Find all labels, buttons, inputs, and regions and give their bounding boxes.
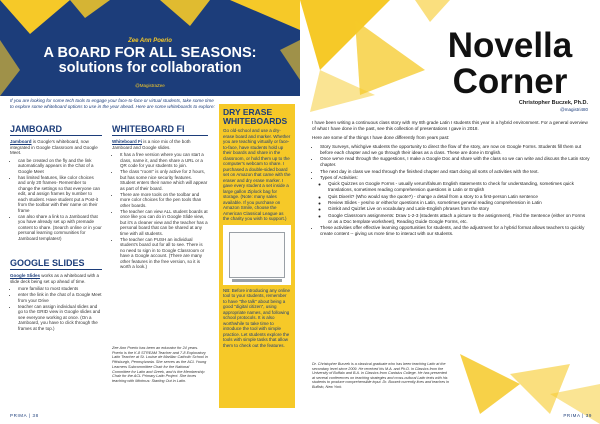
whiteboard-fi-heading: WHITEBOARD FI [112,124,208,136]
google-slides-link[interactable]: Google Slides [10,273,41,278]
twitter-handle-right[interactable]: @magistri480 [560,107,588,112]
whiteboard-image [223,225,291,285]
list-item: • It has a free version where you can start a class, name it, and then share a URL or a QR code for your students to join. [120,152,208,169]
jamboard-heading: JAMBOARD [10,124,102,136]
whiteboard-fi-link[interactable]: Whiteboard Fi [112,139,142,144]
whiteboard-fi-paragraph [112,139,208,150]
headline-line-1: A BOARD FOR ALL SEASONS: [43,45,257,61]
author-bio-left: Zee Ann Poerio has been an educator for 24 years. Poerio is the K-8 STREAM Teacher and 7-8 Exploratory Latin Teacher at St. Louise de Marillac Catholic School in Pittsburgh, Pennsylvania. She serves as the ACL Young Learners Subcommittee Chair for the National Committee for Latin and Greek, and is the Membership Chair for the ACL Primary Latin Project. She loves teaching with Minimus: Starting Out in Latin. [112,346,208,383]
column-title-line-2: Corner [452,62,568,101]
whiteboard-fi-section [112,124,208,270]
list-item: • has limited features, like color choices and only 20 frames- Remember to change the settings so that everyone can edit, and assign frames by number to each student. Have student put a Post-it from the toolbar with their name on their frame [18,175,102,214]
list-item: • can be created on the fly and the link automatically appears in the Chat of a Google Meet [18,158,102,175]
list-item: ◦ Google Classroom assignments: Draw 1-2-3 (students attach a picture to the assignment), Find the Sentence (either on Forms or as a Doc template worksheet), Reading Guide Google Forms, etc. [328,213,590,225]
novella-things-intro: Here are some of the things I have done differently from years past: [312,135,450,140]
list-item: • Story Surveys, whichgive students the opportunity to direct the flow of the story, are now on Google Forms. Students fill them out before each chapter and we go through their ideas as a class. These are done in English. [320,144,590,156]
novella-list [312,144,590,237]
whiteboard-fi-list [112,152,208,270]
list-item [320,175,590,225]
google-slides-paragraph [10,273,102,284]
jamboard-paragraph [10,139,102,156]
list-item: • The teacher can view ALL student boards at once like you can do in Google Slide view, but it's a cleaner view and the teacher has a personal board that can be shared at any time with all students. [120,209,208,237]
list-item: • The teacher can PUSH an individual student's board out for all to see. There is no need to sign in to Google Classroom or have a Google account. (There are many other features in the free version, so it is worth a look.) [120,237,208,270]
google-slides-list [10,286,102,331]
google-slides-section [10,258,102,332]
headline-line-2: solutions for collaboration [58,60,242,76]
list-item: • These activities offer effective learning opportunities for students, and the adjustment for a hybrid format allows teachers to quickly create content -- giving us more time to interact with our students. [320,225,590,237]
banner [0,0,300,96]
activities-list [320,181,590,225]
right-page [300,0,600,424]
jamboard-list [10,158,102,242]
headline [0,46,300,76]
dry-erase-heading [223,108,291,126]
author-bio-right: Dr. Christopher Buczek is a classical graduate who has been teaching Latin at the secondary level since 2009. He received his M.A. and Ph.D. in Classics from the University of Buffalo and B.A. in Classics from Canisius College. He has presented at several conferences on teaching strategies and cross-cultural Latin texts with his students to produce comprehensible input. Dr. Buczek currently lives and teaches in Buffalo, New York. [312,362,449,389]
jamboard-link[interactable]: Jamboard [10,139,32,144]
list-item: • more familiar to most students [18,286,102,292]
dry-erase-paragraph: Go old-school and use a dry-erase board and marker. Whether you are teaching virtually or face-to-face, have students hold up their boards and share in the classroom, or hold them up to the computer's webcam to share. I purchased a double-sided board set on Amazon that came with the eraser and dry erase marker. I gave every student a set inside a large gallon Ziplock bag for storage. (Note: many sales available. If you purchase on Amazon Smile, choose the American Classical League as the charity you wish to support.) [223,128,291,221]
page-folio-left: PRIMA | 38 [10,413,39,418]
novella-intro: I have been writing a continuous class story with my 8th grade Latin I students this year in a hybrid environment. For a general overview of what I have done in the past, see this collection of presentations I gave in 2018. [312,120,588,131]
whiteboard-icon [229,232,285,278]
twitter-handle[interactable]: @MagistraZee [135,83,165,88]
list-item: • Once we've read through the suggestions, I make a Google Doc and share with the class so we can write and discuss the Latin story chapter. [320,156,590,168]
list-item: • teacher can assign individual slides and go to the GRID view in Google slides and see everyone working at once. (On a Jamboard, you have to click through the frames at the top.) [18,304,102,332]
dry-erase-heading-line-1: DRY ERASE [223,107,273,117]
jamboard-paragraph-text: is Google's whiteboard, now integrated in Google Classroom and Google Meet. [10,139,98,155]
list-item: • There are more tools on the toolbar and more color choices for the pen tools than other boards. [120,192,208,209]
list-item: • can also share a link to a Jamboard that you have already set up with premade content to share. (Search online or in your personal learning communities for Jamboard templates!) [18,214,102,242]
whiteboard-tray [232,279,282,282]
novella-body [312,120,590,238]
intro-paragraph: If you are looking for some tech tools to engage your face-to-face or virtual students, take some time to explore some whiteboard options to use in the year ahead. Here are some whiteboards to explore: [10,98,215,109]
list-item: ◦ Gimkit and Quizlet Live on vocabulary and Latin-English phrases from the story [328,206,590,212]
list-item: ◦ Review Slides - yes/no or either/or questions in Latin, sometimes general reading comprehension in Latin [328,200,590,206]
dry-erase-heading-line-2: WHITEBOARDS [223,116,288,126]
activities-label: Types of Activities: [320,175,358,181]
nb-paragraph: NB: Before introducing any online tool to your students, remember to have "the talk" about being a good "digital citizen", using appropriate names, and following school protocols. It is also worthwhile to take time to introduce the tool with simple practice. Let students explore the tools with simple tasks that allow them to check out the features. [223,287,291,348]
column-title-line-1: Novella [447,26,573,65]
list-item: • enter the link in the chat of a Google Meet from your Drive [18,292,102,303]
google-slides-heading: GOOGLE SLIDES [10,258,102,270]
list-item: • The class "room" is only active for 2 hours, but has some nice security features. Student enters their name which will appear as part of their board. [120,169,208,191]
jamboard-section [10,124,102,242]
column-title [425,28,595,100]
list-item: ◦ Quis Dixerit? (Who would say the quote?) - change a detail from a story to a first-person Latin sentence [328,194,590,200]
google-slides-paragraph-text: works as a whiteboard with a slide deck being set up ahead of time. [10,273,100,284]
byline: Christopher Buczek, Ph.D. [518,100,588,106]
handle-strip [0,83,300,92]
list-item: • The next day in class we read through the finished chapter and start doing all sorts of activities with the text. [320,169,590,175]
whiteboard-fi-paragraph-text: is a nice mix of the both Jamboard and Google slides. [112,139,191,150]
list-item: ◦ Quick Quizzes on Google Forms - usually verum/falsum English statements to check for understanding, sometimes quick translations, sometimes reading comprehension questions in Latin or English [328,181,590,193]
author-name: Zee Ann Poerio [128,38,172,44]
page-folio-right: PRIMA | 39 [563,413,592,418]
dry-erase-sidebar [219,104,295,408]
